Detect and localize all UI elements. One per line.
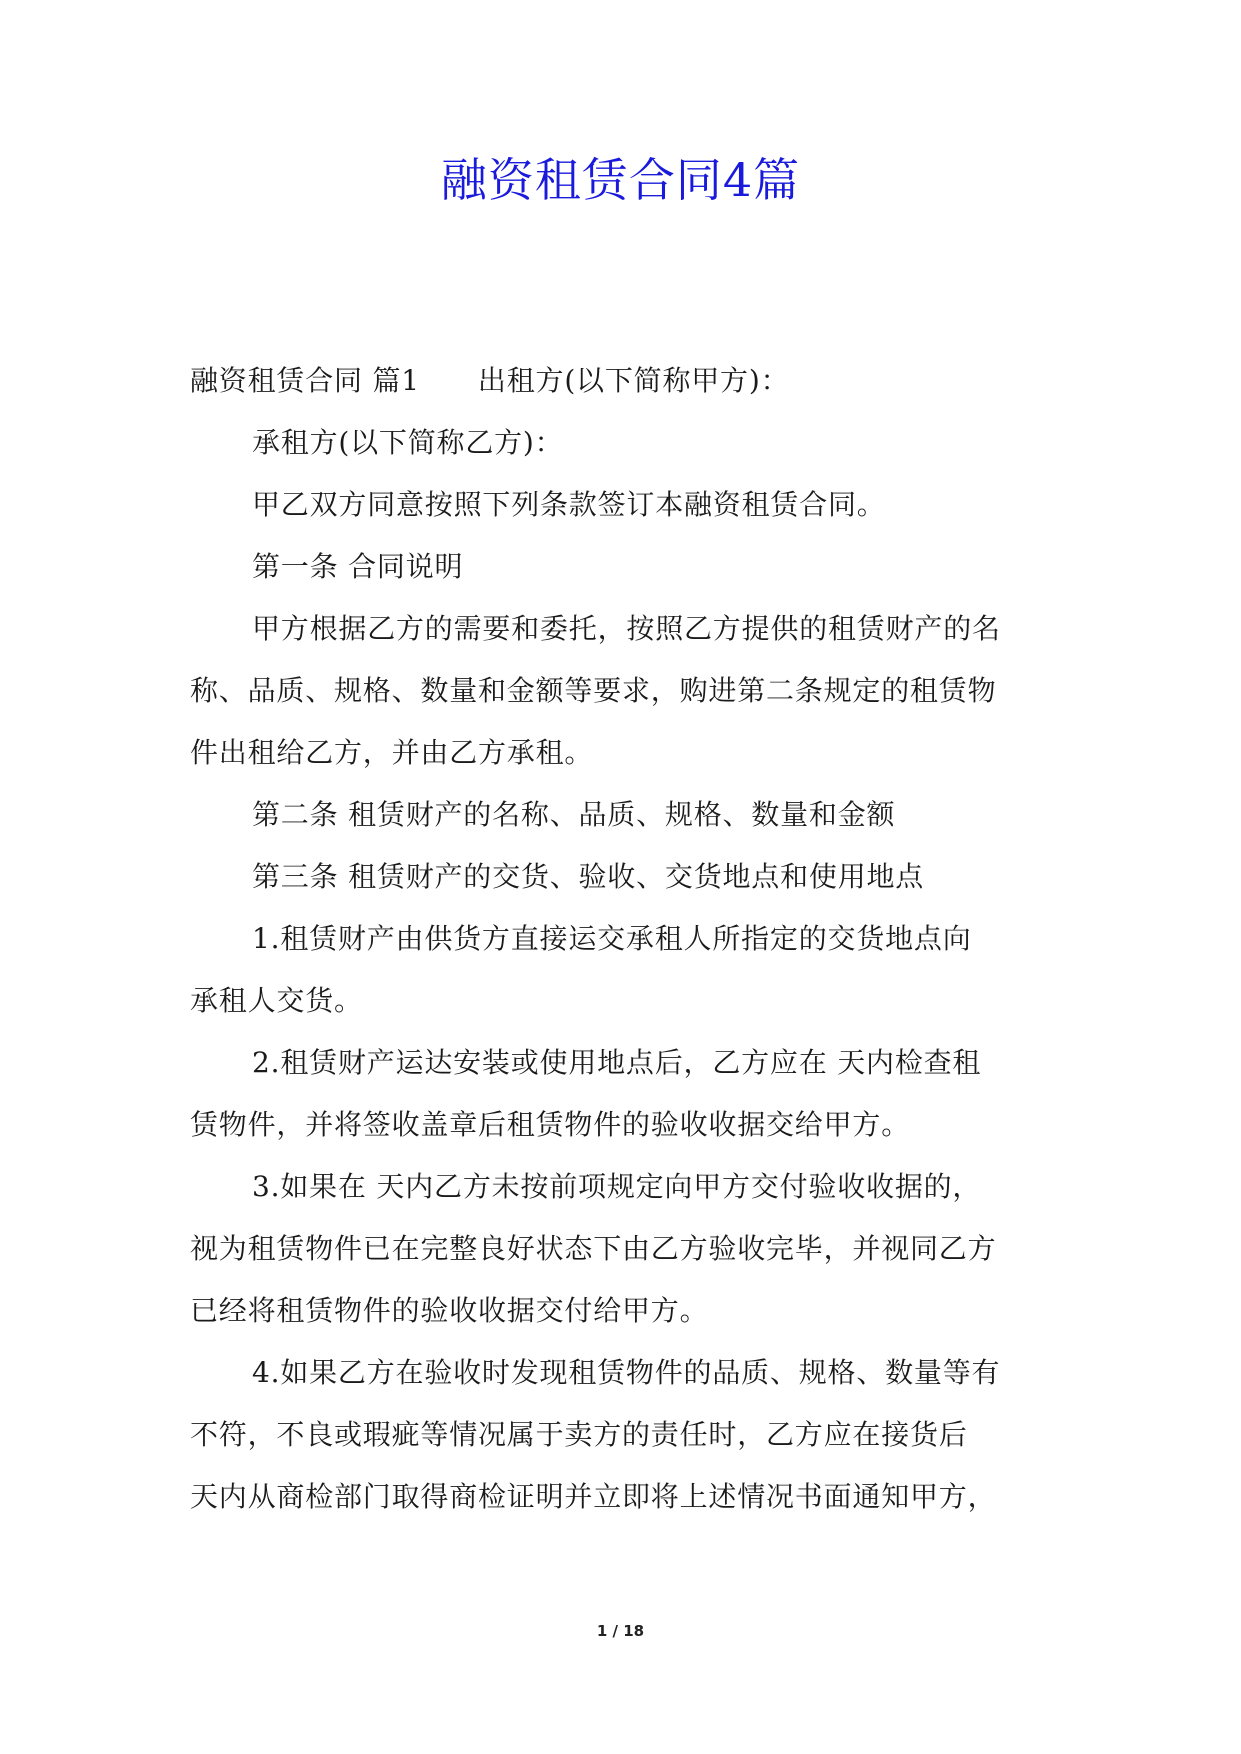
document-body — [190, 350, 1060, 1528]
section-heading: 融资租赁合同 篇1 — [190, 364, 420, 397]
article-heading: 第二条 租赁财产的名称、品质、规格、数量和金额 — [252, 798, 896, 831]
paragraph-line: 天内从商检部门取得商检证明并立即将上述情况书面通知甲方， — [190, 1480, 997, 1513]
paragraph-line: 已经将租赁物件的验收收据交付给甲方。 — [190, 1294, 709, 1327]
paragraph-line: 视为租赁物件已在完整良好状态下由乙方验收完毕，并视同乙方 — [190, 1232, 997, 1265]
paragraph-line: 件出租给乙方，并由乙方承租。 — [190, 736, 594, 769]
paragraph-line: 不符，不良或瑕疵等情况属于卖方的责任时，乙方应在接货后 — [190, 1418, 968, 1451]
document-title: 融资租赁合同4篇 — [440, 153, 801, 207]
paragraph-line: 赁物件，并将签收盖章后租赁物件的验收收据交给甲方。 — [190, 1108, 911, 1141]
section-header-line — [190, 350, 1060, 412]
article-heading: 第一条 合同说明 — [252, 550, 464, 583]
paragraph-line: 称、品质、规格、数量和金额等要求，购进第二条规定的租赁物 — [190, 674, 997, 707]
paragraph-line: 甲方根据乙方的需要和委托，按照乙方提供的租赁财产的名 — [252, 612, 1001, 645]
article-heading: 第三条 租赁财产的交货、验收、交货地点和使用地点 — [252, 860, 925, 893]
paragraph-line: 甲乙双方同意按照下列条款签订本融资租赁合同。 — [252, 488, 886, 521]
paragraph-line: 1.租赁财产由供货方直接运交承租人所指定的交货地点向 — [252, 922, 972, 955]
paragraph-line: 承租人交货。 — [190, 984, 363, 1017]
paragraph-line: 承租方(以下简称乙方)： — [252, 426, 564, 459]
paragraph-line: 2.租赁财产运达安装或使用地点后，乙方应在 天内检查租 — [252, 1046, 982, 1079]
paragraph-line: 3.如果在 天内乙方未按前项规定向甲方交付验收收据的， — [252, 1170, 982, 1203]
lessor-label: 出租方(以下简称甲方)： — [477, 364, 790, 397]
paragraph-line: 4.如果乙方在验收时发现租赁物件的品质、规格、数量等有 — [252, 1356, 1001, 1389]
page-number: 1 / 18 — [596, 1622, 645, 1640]
